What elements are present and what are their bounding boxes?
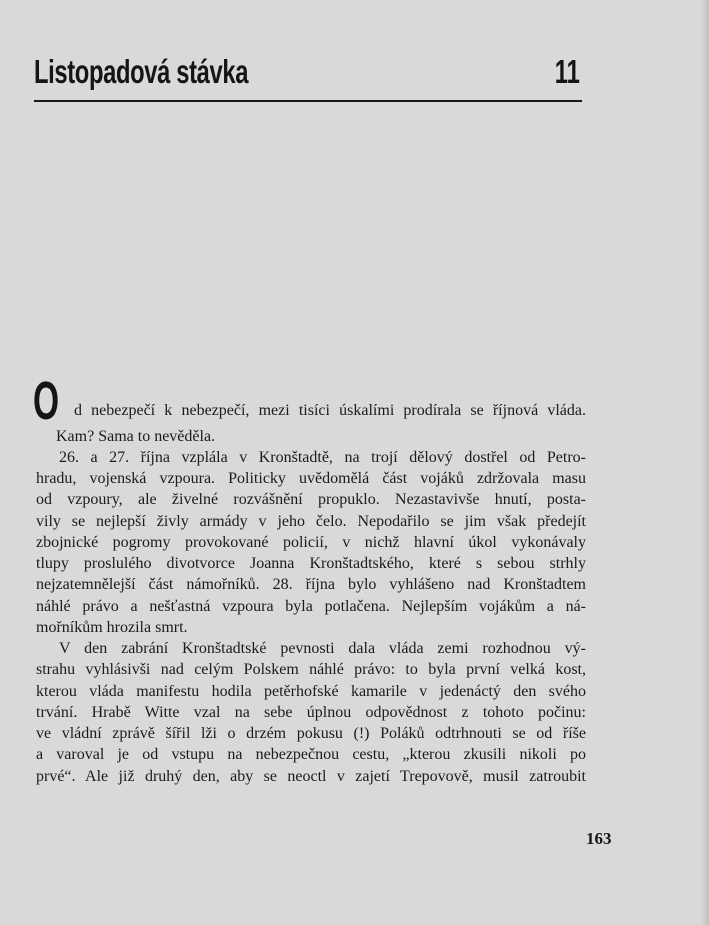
text-line: strahu vyhlásivši nad celým Polskem náhlé právo: to byla první velká kost, — [36, 661, 586, 678]
text-line: d nebezpečí k nebezpečí, mezi tisíci úskalími prodírala se říjnová vláda. — [74, 402, 586, 419]
text-line: zbojnické pogromy provokované policií, v nichž hlavní úkol vykonávaly — [36, 534, 586, 551]
text-line: tlupy proslulého divotvorce Joanna Kronštadtského, které s sebou strhly — [36, 555, 586, 572]
text-line: hradu, vojenská vzpoura. Politicky uvědomělá část vojáků zdržovala masu — [36, 470, 586, 487]
text-line: Kam? Sama to nevěděla. — [56, 428, 216, 445]
chapter-header — [34, 52, 582, 102]
text-line: od vzpoury, ale živelné rozvášnění propuklo. Nezastavivše hnutí, posta- — [36, 491, 586, 508]
page-number: 163 — [586, 829, 612, 848]
text-line: vily se nejlepší živly armády v jeho čelo. Nepodařilo se jim však předejít — [36, 513, 586, 530]
chapter-title: Listopadová stávka — [34, 53, 249, 90]
text-line: a varoval je od vstupu na nebezpečnou cestu, „kterou zkusili nikoli po — [36, 746, 586, 763]
text-line: mořníkům hrozila smrt. — [36, 619, 188, 636]
text-line: trvání. Hrabě Witte vzal na sebe úplnou odpovědnost z tohoto počinu: — [36, 704, 586, 721]
text-line: 26. a 27. října vzplála v Kronštadtě, na trojí dělový dostřel od Petro- — [59, 449, 586, 466]
text-line: prvé“. Ale již druhý den, aby se neoctl v zajetí Trepovově, musil zatroubit — [36, 768, 586, 785]
text-line: kterou vláda manifestu hodila petěrhofské kamarile v jedenáctý den svého — [36, 683, 586, 700]
page-edge-shadow — [701, 0, 709, 925]
text-line: náhlé právo a nešťastná vzpoura byla potlačena. Nejlepším vojákům a ná- — [36, 598, 586, 615]
text-line: ve vládní zprávě šířil lži o drzém pokusu (!) Poláků odtrhnouti se od říše — [36, 725, 586, 742]
text-line: V den zabrání Kronštadtské pevnosti dala vláda zemi rozhodnou vý- — [59, 640, 586, 657]
drop-cap: O — [33, 371, 60, 431]
chapter-number: 11 — [554, 53, 580, 90]
text-line: nejzatemnělejší část námořníků. 28. října bylo vyhlášeno nad Kronštadtem — [36, 576, 586, 593]
